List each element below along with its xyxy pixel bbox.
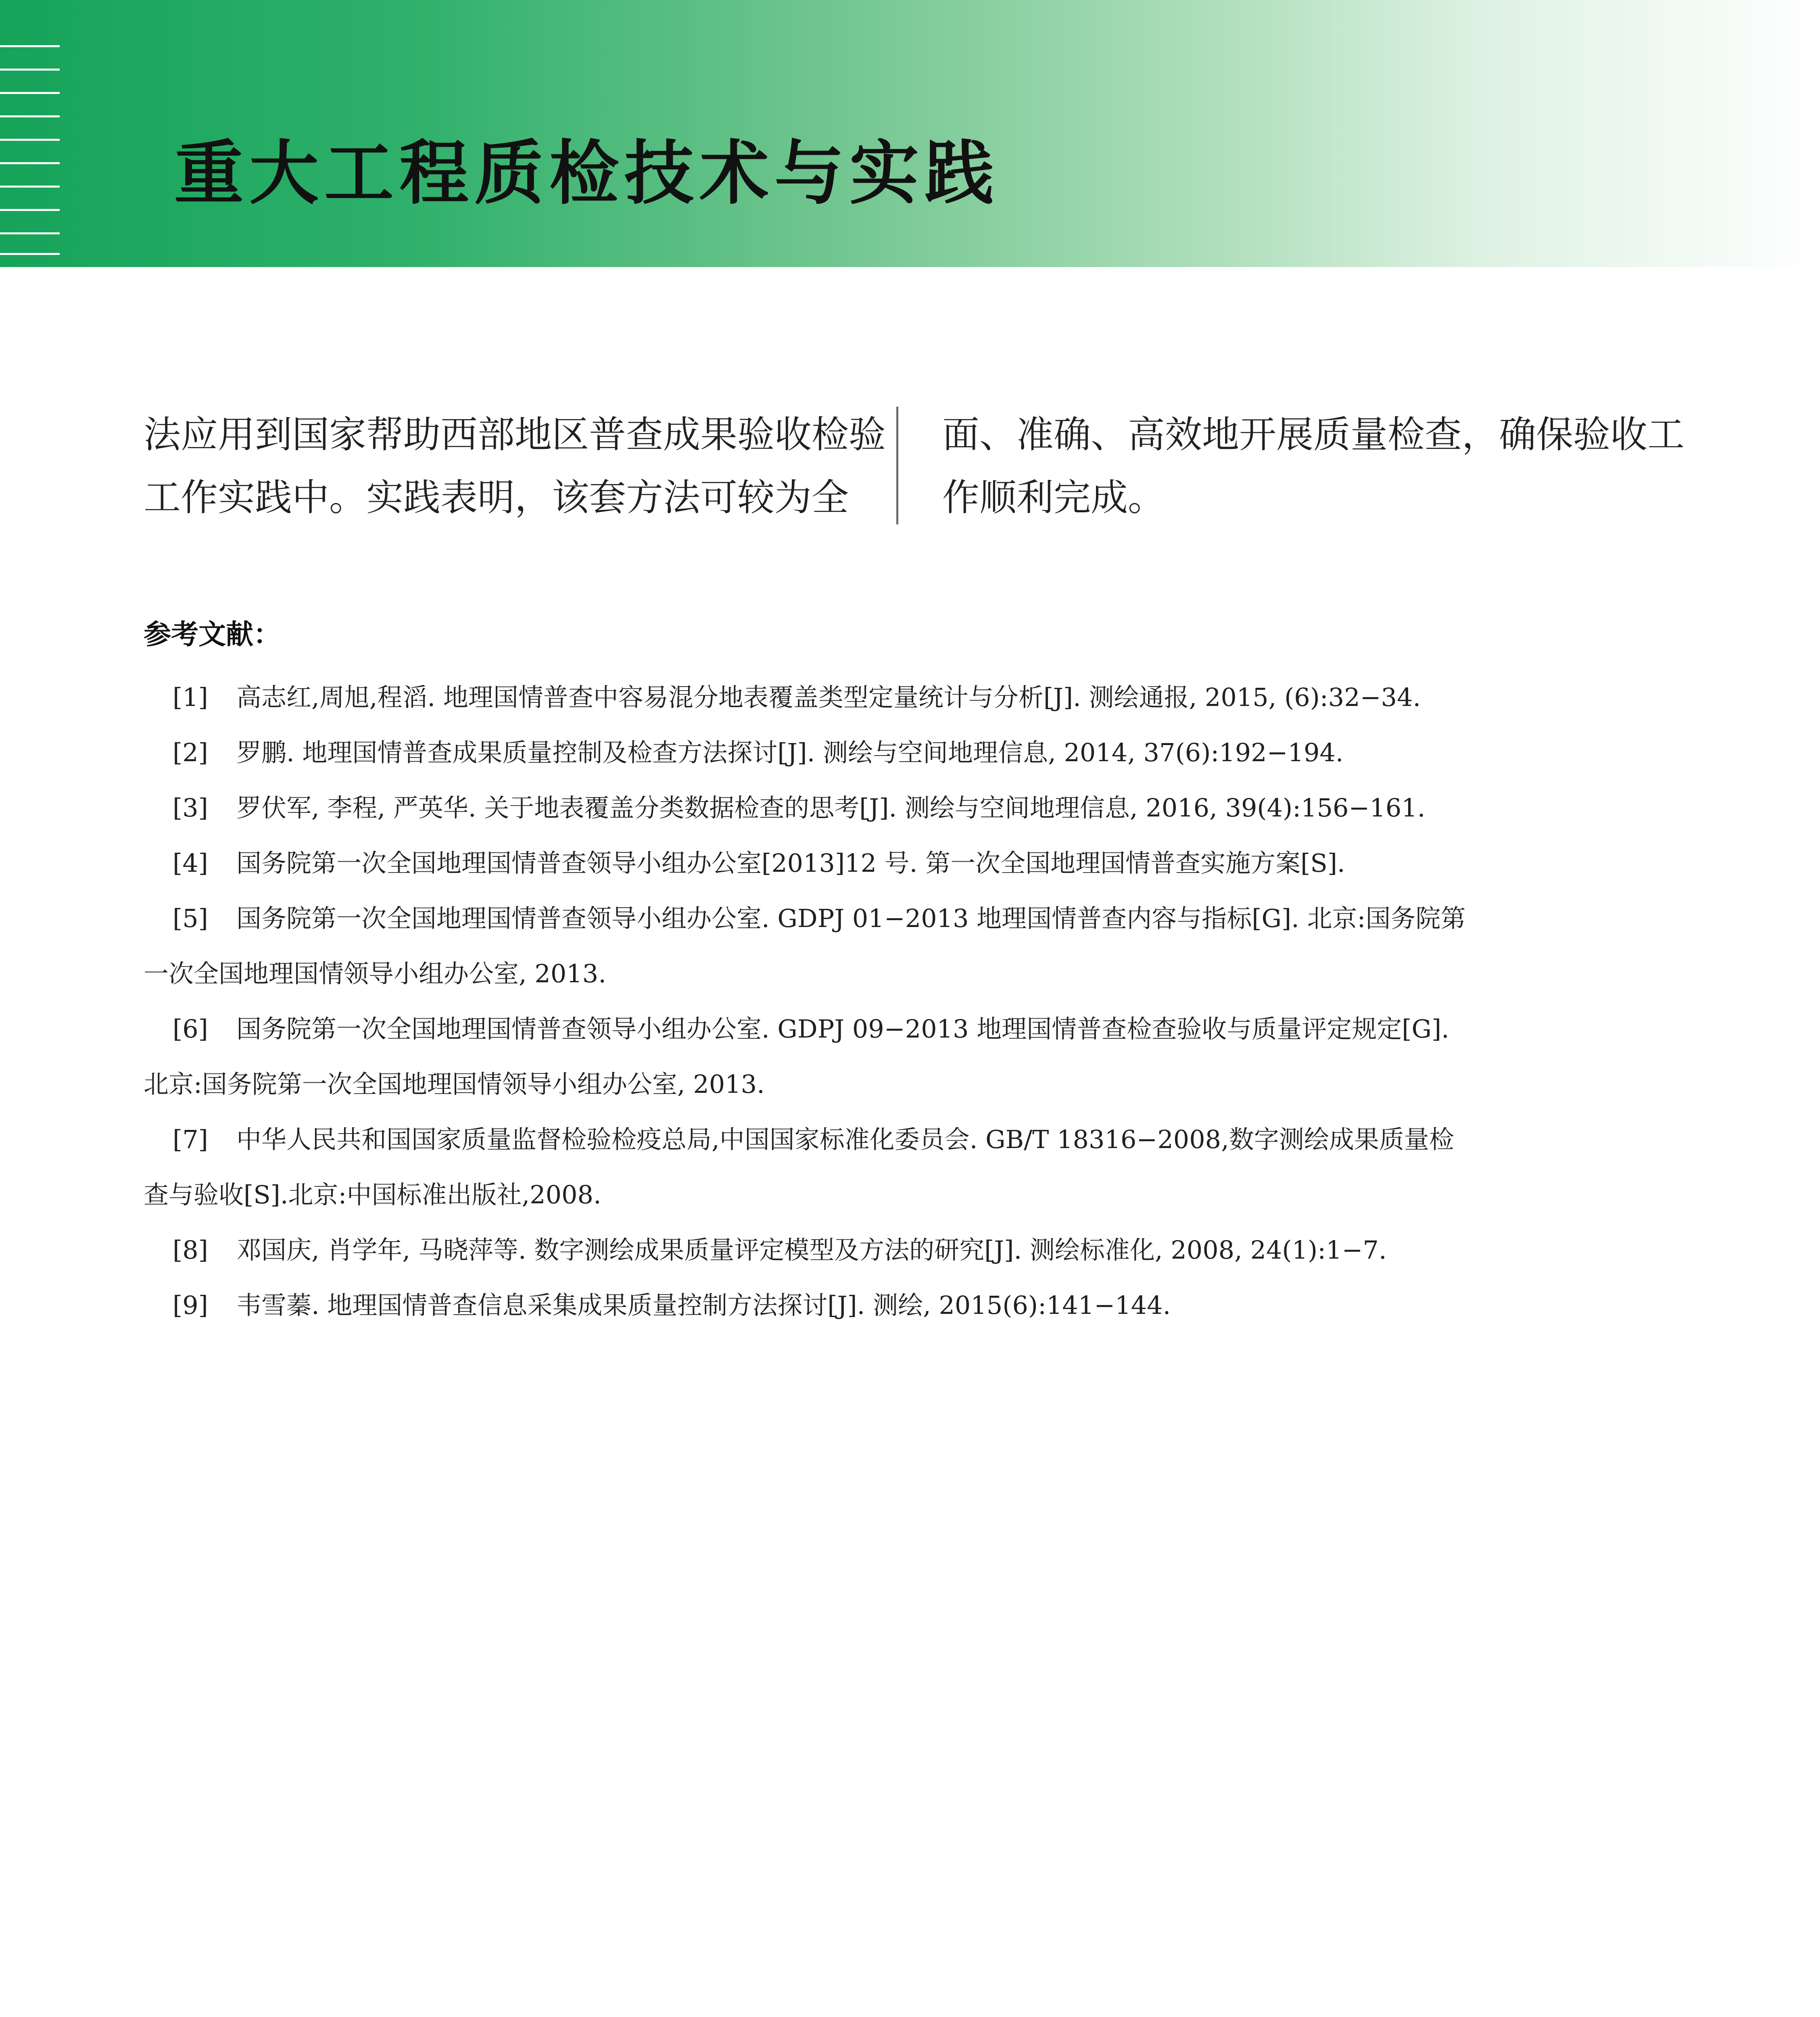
reference-text: 国务院第一次全国地理国情普查领导小组办公室[2013]12 号. 第一次全国地理国情普查实施方案[S]. [236,848,1345,878]
reference-item [144,725,1652,780]
reference-line [144,725,1652,780]
reference-continuation-line: 查与验收[S].北京:中国标准出版社,2008. [144,1180,601,1209]
reference-number: [6] [173,1014,208,1044]
reference-item [144,891,1652,1001]
reference-line [144,670,1652,725]
header-stripes-decoration [0,45,60,255]
reference-number: [4] [173,848,208,878]
body-line: 作顺利完成。 [942,476,1165,519]
reference-line [144,1001,1652,1057]
reference-line [144,780,1652,835]
header-band [0,0,1820,267]
reference-item [144,1222,1652,1278]
reference-number: [1] [173,683,208,712]
reference-number: [2] [173,738,208,767]
reference-text: 高志红,周旭,程滔. 地理国情普查中容易混分地表覆盖类型定量统计与分析[J]. 测绘通报, 2015, (6):32−34. [236,683,1421,712]
reference-text: 韦雪蓁. 地理国情普查信息采集成果质量控制方法探讨[J]. 测绘, 2015(6):141−144. [236,1290,1171,1320]
reference-number: [5] [173,904,208,933]
reference-number: [3] [173,793,208,823]
references-list [144,670,1652,1333]
references-heading: 参考文献： [144,619,281,651]
reference-item [144,670,1652,725]
reference-text: 国务院第一次全国地理国情普查领导小组办公室. GDPJ 09−2013 地理国情普查检查验收与质量评定规定[G]. [236,1014,1449,1044]
reference-line [144,1112,1652,1167]
reference-item [144,835,1652,891]
reference-number: [8] [173,1235,208,1265]
reference-number: [7] [173,1125,208,1154]
body-line: 法应用到国家帮助西部地区普查成果验收检验 [144,413,886,456]
reference-continuation-line: 北京:国务院第一次全国地理国情领导小组办公室, 2013. [144,1069,765,1099]
reference-text: 国务院第一次全国地理国情普查领导小组办公室. GDPJ 01−2013 地理国情普查内容与指标[G]. 北京:国务院第 [236,904,1466,933]
reference-line [144,1222,1652,1278]
reference-item [144,1001,1652,1112]
reference-text: 邓国庆, 肖学年, 马晓萍等. 数字测绘成果质量评定模型及方法的研究[J]. 测绘标准化, 2008, 24(1):1−7. [236,1235,1387,1265]
reference-line [144,835,1652,891]
reference-continuation-line: 一次全国地理国情领导小组办公室, 2013. [144,959,606,988]
body-text-right-column [942,403,1685,529]
body-line: 工作实践中。实践表明，该套方法可较为全 [144,476,849,519]
reference-line [144,891,1652,946]
reference-item [144,780,1652,835]
reference-item [144,1278,1652,1333]
reference-text: 罗鹏. 地理国情普查成果质量控制及检查方法探讨[J]. 测绘与空间地理信息, 2014, 37(6):192−194. [236,738,1344,767]
reference-item [144,1112,1652,1222]
reference-text: 罗伏军, 李程, 严英华. 关于地表覆盖分类数据检查的思考[J]. 测绘与空间地理信息, 2016, 39(4):156−161. [236,793,1426,823]
column-divider [896,407,898,524]
reference-text: 中华人民共和国国家质量监督检验检疫总局,中国国家标准化委员会. GB/T 18316−2008,数字测绘成果质量检 [236,1125,1454,1154]
reference-number: [9] [173,1290,208,1320]
section-title: 重大工程质检技术与实践 [174,133,1000,214]
reference-line [144,1278,1652,1333]
body-text-left-column [144,403,886,529]
body-line: 面、准确、高效地开展质量检查，确保验收工 [942,413,1685,456]
